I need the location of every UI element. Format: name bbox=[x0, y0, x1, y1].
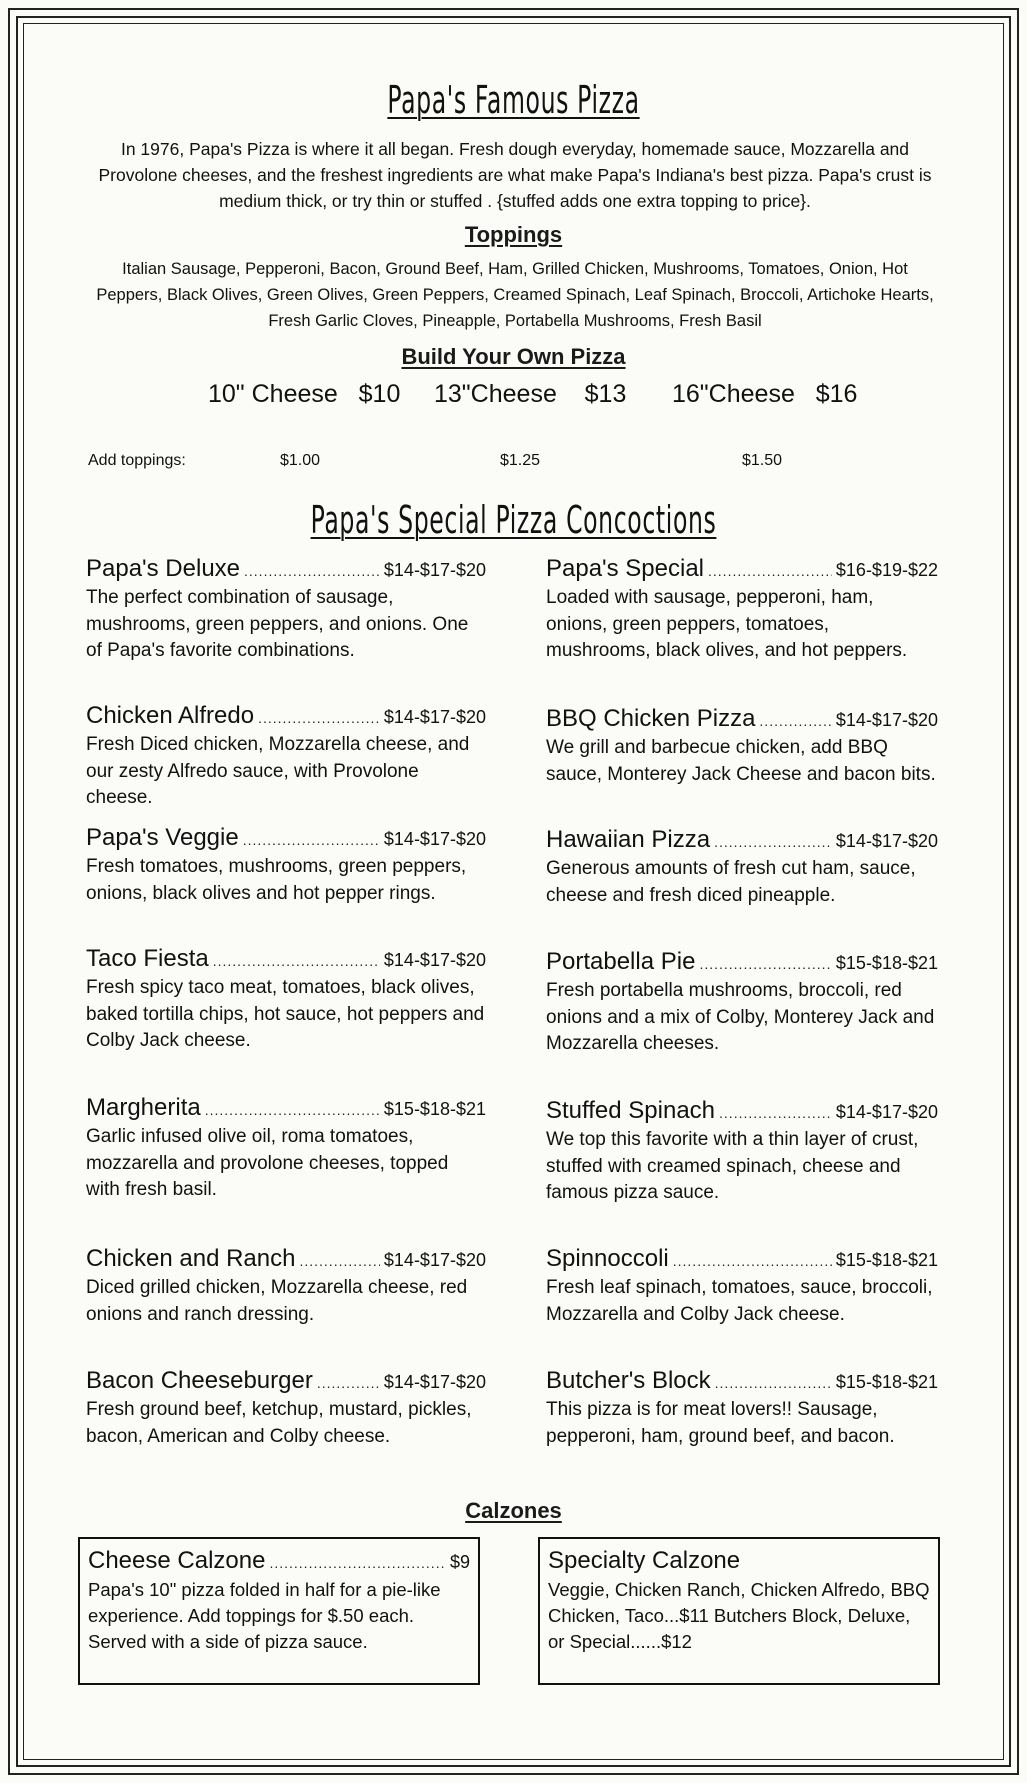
page-title: Papa's Famous Pizza bbox=[387, 78, 640, 122]
leader-dots bbox=[299, 1253, 379, 1269]
item-name: Hawaiian Pizza bbox=[546, 826, 711, 853]
menu-item-papas-veggie bbox=[86, 824, 486, 907]
leader-dots bbox=[715, 1375, 832, 1391]
leader-dots bbox=[244, 563, 380, 579]
item-price: $14-$17-$20 bbox=[383, 707, 486, 727]
calzones-heading: Calzones bbox=[465, 1498, 562, 1523]
item-name: Papa's Deluxe bbox=[86, 555, 241, 582]
size-label: 13"Cheese bbox=[434, 380, 557, 408]
item-price: $15-$18-$21 bbox=[835, 1372, 938, 1392]
item-description: Fresh tomatoes, mushrooms, green peppers, onions, black olives and hot pepper rings. bbox=[86, 856, 467, 904]
item-name: Spinnoccoli bbox=[546, 1245, 669, 1272]
item-name: BBQ Chicken Pizza bbox=[546, 705, 756, 732]
leader-dots bbox=[213, 953, 380, 969]
leader-dots bbox=[243, 832, 380, 848]
item-name: Specialty Calzone bbox=[548, 1547, 741, 1574]
leader-dots bbox=[205, 1102, 380, 1118]
item-price: $15-$18-$21 bbox=[835, 953, 938, 973]
item-price: $14-$17-$20 bbox=[835, 1102, 938, 1122]
item-description: Fresh portabella mushrooms, broccoli, red onions and a mix of Colby, Monterey Jack and Mozzarella cheeses. bbox=[546, 980, 935, 1054]
toppings-list: Italian Sausage, Pepperoni, Bacon, Ground Beef, Ham, Grilled Chicken, Mushrooms, Tomatoes, Onion, Hot Peppers, Black Olives, Green Olives, Green Peppers, Creamed Spinach, Leaf Spinach, Broccoli, Artichoke Hearts, Fresh Garlic Cloves, Pineapple, Portabella Mushrooms, Fresh Basil bbox=[96, 260, 934, 330]
item-price: $14-$17-$20 bbox=[383, 560, 486, 580]
toppings-heading: Toppings bbox=[464, 222, 563, 247]
item-description: We grill and barbecue chicken, add BBQ sauce, Monterey Jack Cheese and bacon bits. bbox=[546, 737, 936, 785]
menu-item-margherita bbox=[86, 1094, 486, 1204]
item-description: We top this favorite with a thin layer of crust, stuffed with creamed spinach, cheese and famous pizza sauce. bbox=[546, 1129, 919, 1203]
item-description: Loaded with sausage, pepperoni, ham, onions, green peppers, tomatoes, mushrooms, black olives, and hot peppers. bbox=[546, 587, 908, 661]
item-description: Fresh ground beef, ketchup, mustard, pickles, bacon, American and Colby cheese. bbox=[86, 1399, 472, 1447]
add-toppings-label: Add toppings: bbox=[88, 452, 186, 469]
menu-item-chicken-and-ranch bbox=[86, 1245, 486, 1328]
item-name: Taco Fiesta bbox=[86, 945, 209, 972]
menu-item-taco-fiesta bbox=[86, 945, 486, 1055]
item-name: Papa's Veggie bbox=[86, 824, 239, 851]
item-name: Butcher's Block bbox=[546, 1367, 711, 1394]
item-description: The perfect combination of sausage, mushrooms, green peppers, and onions. One of Papa's favorite combinations. bbox=[86, 587, 469, 661]
item-price: $15-$18-$21 bbox=[835, 1250, 938, 1270]
add-price-10: $1.00 bbox=[280, 452, 321, 469]
item-price: $14-$17-$20 bbox=[383, 1250, 486, 1270]
leader-dots bbox=[258, 710, 380, 726]
item-description: Garlic infused olive oil, roma tomatoes, mozzarella and provolone cheeses, topped with fresh basil. bbox=[86, 1126, 449, 1200]
menu-item-bacon-cheeseburger bbox=[86, 1367, 486, 1450]
item-name: Chicken and Ranch bbox=[86, 1245, 296, 1272]
item-price: $14-$17-$20 bbox=[383, 1372, 486, 1392]
item-price: $14-$17-$20 bbox=[835, 710, 938, 730]
menu-item-chicken-alfredo bbox=[86, 702, 486, 812]
leader-dots bbox=[714, 834, 832, 850]
menu-item-papas-special bbox=[546, 555, 938, 665]
menu-item-papas-deluxe bbox=[86, 555, 486, 665]
menu-item-butchers-block bbox=[546, 1367, 938, 1450]
menu-item-portabella-pie bbox=[546, 948, 938, 1058]
item-description: Diced grilled chicken, Mozzarella cheese, red onions and ranch dressing. bbox=[86, 1277, 468, 1325]
size-price: $16 bbox=[815, 380, 858, 408]
menu-item-stuffed-spinach bbox=[546, 1097, 938, 1207]
item-name: Stuffed Spinach bbox=[546, 1097, 716, 1124]
item-price: $14-$17-$20 bbox=[835, 831, 938, 851]
size-16 bbox=[672, 380, 857, 409]
item-name: Papa's Special bbox=[546, 555, 705, 582]
item-price: $14-$17-$20 bbox=[383, 950, 486, 970]
item-name: Cheese Calzone bbox=[88, 1547, 266, 1574]
menu-item-hawaiian-pizza bbox=[546, 826, 938, 909]
leader-dots bbox=[699, 956, 831, 972]
leader-dots bbox=[673, 1253, 832, 1269]
item-name: Chicken Alfredo bbox=[86, 702, 255, 729]
size-label: 10" Cheese bbox=[208, 380, 338, 408]
item-price: $15-$18-$21 bbox=[383, 1099, 486, 1119]
item-price: $9 bbox=[449, 1552, 470, 1572]
build-heading: Build Your Own Pizza bbox=[401, 344, 626, 369]
size-price: $13 bbox=[584, 380, 627, 408]
size-label: 16"Cheese bbox=[672, 380, 795, 408]
specials-heading: Papa's Special Pizza Concoctions bbox=[310, 498, 717, 542]
item-description: Veggie, Chicken Ranch, Chicken Alfredo, BBQ Chicken, Taco...$11 Butchers Block, Deluxe, or Special......$12 bbox=[548, 1579, 930, 1652]
menu-item-spinnoccoli bbox=[546, 1245, 938, 1328]
size-10 bbox=[208, 380, 400, 409]
size-price: $10 bbox=[358, 380, 401, 408]
item-description: This pizza is for meat lovers!! Sausage, pepperoni, ham, ground beef, and bacon. bbox=[546, 1399, 895, 1447]
leader-dots bbox=[269, 1555, 446, 1571]
leader-dots bbox=[317, 1375, 380, 1391]
specialty-calzone-box bbox=[538, 1537, 940, 1685]
menu-item-bbq-chicken-pizza bbox=[546, 705, 938, 788]
item-description: Generous amounts of fresh cut ham, sauce, cheese and fresh diced pineapple. bbox=[546, 858, 916, 906]
item-name: Bacon Cheeseburger bbox=[86, 1367, 313, 1394]
size-13 bbox=[434, 380, 626, 409]
add-price-13: $1.25 bbox=[500, 452, 541, 469]
intro-text: In 1976, Papa's Pizza is where it all began. Fresh dough everyday, homemade sauce, Mozzarella and Provolone cheeses, and the freshest ingredients are what make Papa's Indiana's best pizza. Papa's crust is medium thick, or try thin or stuffed . {stuffed adds one extra topping to price}. bbox=[98, 139, 932, 211]
item-description: Papa's 10" pizza folded in half for a pie-like experience. Add toppings for $.50 each. Served with a side of pizza sauce. bbox=[88, 1579, 441, 1652]
leader-dots bbox=[708, 563, 832, 579]
item-name: Margherita bbox=[86, 1094, 201, 1121]
item-description: Fresh leaf spinach, tomatoes, sauce, broccoli, Mozzarella and Colby Jack cheese. bbox=[546, 1277, 933, 1325]
cheese-calzone-box bbox=[78, 1537, 480, 1685]
add-price-16: $1.50 bbox=[742, 452, 783, 469]
item-price: $14-$17-$20 bbox=[383, 829, 486, 849]
leader-dots bbox=[719, 1105, 832, 1121]
item-description: Fresh Diced chicken, Mozzarella cheese, and our zesty Alfredo sauce, with Provolone cheese. bbox=[86, 734, 470, 808]
item-name: Portabella Pie bbox=[546, 948, 696, 975]
item-price: $16-$19-$22 bbox=[835, 560, 938, 580]
leader-dots bbox=[759, 713, 831, 729]
item-description: Fresh spicy taco meat, tomatoes, black olives, baked tortilla chips, hot sauce, hot peppers and Colby Jack cheese. bbox=[86, 977, 485, 1051]
